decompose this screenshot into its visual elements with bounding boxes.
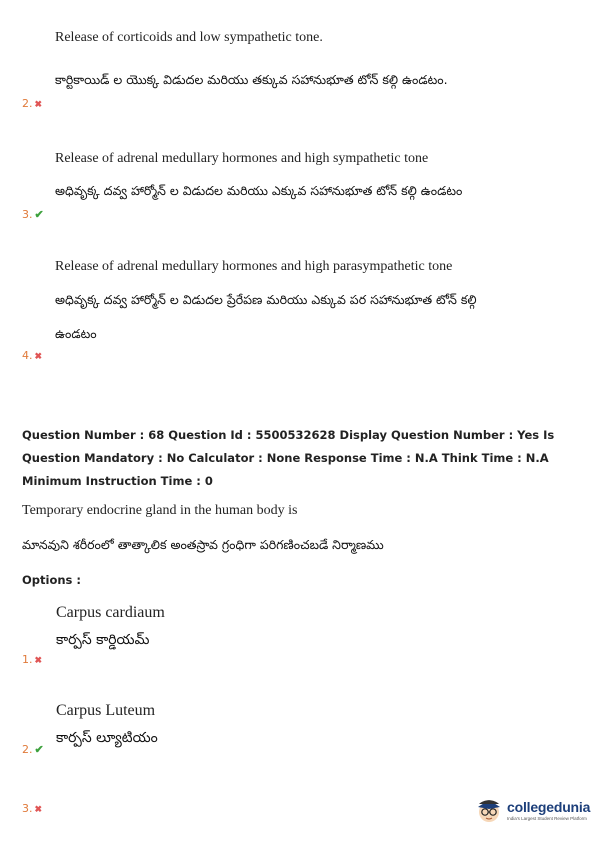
q-option-2-marker [22,740,44,758]
question-text-english: Temporary endocrine gland in the human body is [22,503,298,518]
option-4-english: Release of adrenal medullary hormones and high parasympathetic tone [55,259,453,274]
wrong-mark-icon: ✖ [34,351,43,361]
logo-tagline: India's Largest Student Review Platform [507,816,587,821]
options-label: Options : [22,573,81,587]
option-4-telugu-line1: అధివృక్క దవ్వ హార్మోన్ ల విడుదల ప్రేరేపణ మరియు ఎక్కువ పర సహానుభూత టోన్ కల్గి [55,292,477,307]
question-meta: Question Number : 68 Question Id : 5500532628 Display Question Number : Yes Is Question Mandatory : No Calculator : None Response Time : N.A Think Time : N.A Minimum Instruction Time : 0 [22,428,555,488]
option-3-english: Release of adrenal medullary hormones and high sympathetic tone [55,151,429,166]
wrong-mark-icon: ✖ [34,99,43,109]
q-option-3-marker [22,799,42,817]
option-3-marker [22,205,44,223]
option-4-marker [22,346,42,364]
option-number: 2. [22,743,33,756]
option-number: 2. [22,97,33,110]
q-option-2-english: Carpus Luteum [56,702,156,719]
question-text-telugu: మానవుని శరీరంలో తాత్కాలిక అంతస్రావ గ్రంధిగా పరిగణించబడే నిర్మాణము [22,537,384,552]
q-option-1-english: Carpus cardiaum [56,604,165,621]
option-2-marker [22,94,42,112]
option-number: 3. [22,208,33,221]
wrong-mark-icon: ✖ [34,655,43,665]
correct-check-icon: ✔ [34,209,44,221]
q-option-1-marker [22,650,42,668]
q-option-2-telugu: కార్పస్ ల్యూటియం [56,730,158,746]
wrong-mark-icon: ✖ [34,804,43,814]
q-option-1-telugu: కార్పస్ కార్డియమ్ [56,632,150,648]
logo-name: collegedunia [507,799,591,815]
mascot-icon [474,795,504,825]
option-number: 4. [22,349,33,362]
option-3-telugu: అధివృక్క దవ్వ హార్మోన్ ల విడుదల మరియు ఎక్కువ సహానుభూత టోన్ కల్గి ఉండటం [55,183,463,198]
option-number: 1. [22,653,33,666]
option-4-telugu-line2: ఉండటం [55,326,97,341]
option-2-english: Release of corticoids and low sympathetic tone. [55,30,323,45]
option-2-telugu: కార్టికాయిడ్ ల యొక్క విడుదల మరియు తక్కువ సహానుభూత టోన్ కల్గి ఉండటం. [55,72,448,87]
collegedunia-logo [474,795,590,825]
option-number: 3. [22,802,33,815]
correct-check-icon: ✔ [34,744,44,756]
